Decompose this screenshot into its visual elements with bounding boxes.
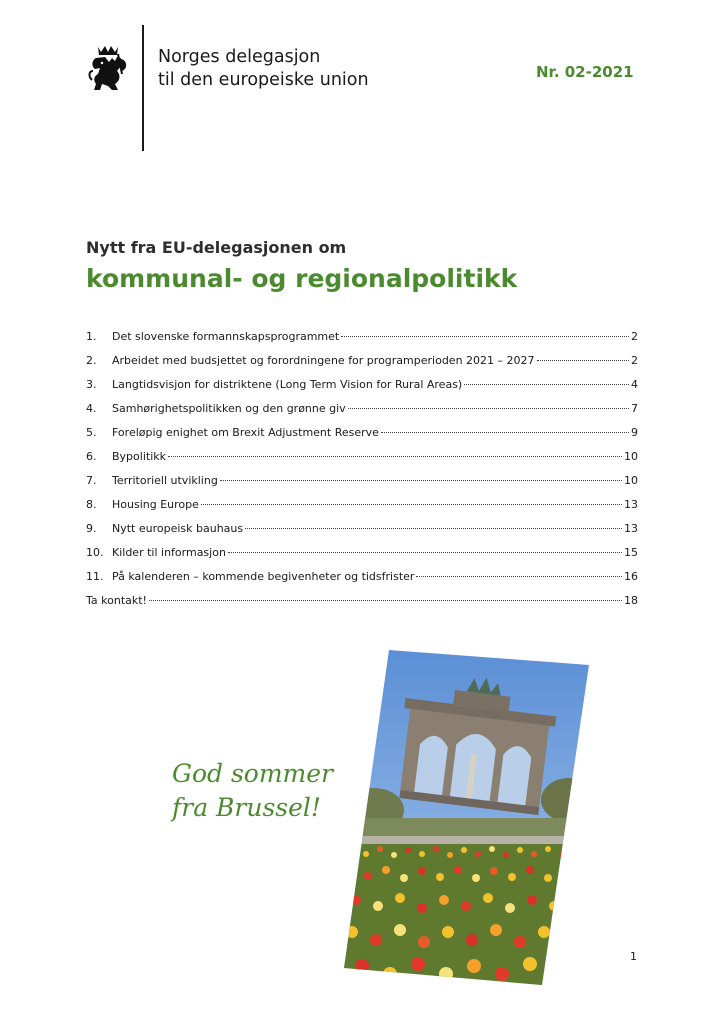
toc-entry[interactable] [86, 354, 638, 378]
toc-entry-number: 6. [86, 450, 97, 463]
header-divider [142, 25, 144, 151]
toc-entry-title: Bypolitikk [112, 450, 166, 463]
org-line-2: til den europeiske union [158, 70, 369, 90]
toc-entry[interactable] [86, 450, 638, 474]
toc-entry-title: Housing Europe [112, 498, 199, 511]
toc-leader-dots [341, 336, 629, 337]
newsletter-subtitle: Nytt fra EU-delegasjonen om [86, 238, 347, 257]
toc-entry-number: 10. [86, 546, 104, 559]
toc-entry-number: 9. [86, 522, 97, 535]
toc-entry-title: På kalenderen – kommende begivenheter og tidsfrister [112, 570, 415, 583]
toc-leader-dots [537, 360, 629, 361]
table-of-contents [86, 330, 638, 618]
toc-entry-page: 9 [631, 426, 638, 439]
toc-entry-page: 2 [631, 330, 638, 343]
toc-entry-page: 18 [624, 594, 638, 607]
toc-entry-page: 2 [631, 354, 638, 367]
toc-entry-title: Nytt europeisk bauhaus [112, 522, 244, 535]
toc-entry-title: Arbeidet med budsjettet og forordningene for programperioden 2021 – 2027 [112, 354, 535, 367]
newsletter-title: kommunal- og regionalpolitikk [86, 264, 518, 293]
greeting-line-2: fra Brussel! [172, 793, 321, 822]
toc-leader-dots [381, 432, 629, 433]
toc-entry-page: 10 [624, 450, 638, 463]
toc-entry[interactable] [86, 522, 638, 546]
toc-entry-title: Ta kontakt! [86, 594, 147, 607]
toc-entry-page: 13 [624, 522, 638, 535]
toc-entry-title: Samhørighetspolitikken og den grønne giv [112, 402, 346, 415]
toc-entry[interactable] [86, 378, 638, 402]
toc-entry-page: 4 [631, 378, 638, 391]
toc-entry-number: 4. [86, 402, 97, 415]
toc-entry-number: 5. [86, 426, 97, 439]
toc-entry-page: 16 [624, 570, 638, 583]
toc-leader-dots [228, 552, 622, 553]
toc-entry-title: Foreløpig enighet om Brexit Adjustment Reserve [112, 426, 379, 439]
toc-entry[interactable] [86, 474, 638, 498]
org-line-1: Norges delegasjon [158, 47, 321, 67]
toc-entry-number: 11. [86, 570, 104, 583]
toc-entry-page: 13 [624, 498, 638, 511]
toc-leader-dots [149, 600, 622, 601]
toc-entry-contact[interactable] [86, 594, 638, 618]
toc-entry-title: Territoriell utvikling [112, 474, 218, 487]
toc-leader-dots [220, 480, 622, 481]
toc-entry-page: 7 [631, 402, 638, 415]
toc-entry-title: Det slovenske formannskapsprogrammet [112, 330, 340, 343]
toc-leader-dots [348, 408, 629, 409]
toc-entry-number: 2. [86, 354, 97, 367]
toc-entry[interactable] [86, 498, 638, 522]
toc-entry-title: Kilder til informasjon [112, 546, 226, 559]
toc-entry-page: 15 [624, 546, 638, 559]
toc-leader-dots [416, 576, 622, 577]
toc-leader-dots [245, 528, 622, 529]
issue-number: Nr. 02-2021 [536, 63, 634, 81]
toc-entry[interactable] [86, 426, 638, 450]
toc-leader-dots [168, 456, 622, 457]
toc-entry[interactable] [86, 402, 638, 426]
summer-greeting [172, 757, 333, 825]
cinquantenaire-arch-tulips-photo [344, 650, 589, 985]
toc-entry[interactable] [86, 570, 638, 594]
toc-entry-number: 3. [86, 378, 97, 391]
toc-leader-dots [201, 504, 622, 505]
page-number: 1 [630, 950, 637, 963]
toc-entry-page: 10 [624, 474, 638, 487]
toc-entry[interactable] [86, 546, 638, 570]
toc-entry-number: 8. [86, 498, 97, 511]
toc-entry[interactable] [86, 330, 638, 354]
toc-entry-number: 7. [86, 474, 97, 487]
toc-entry-number: 1. [86, 330, 97, 343]
toc-entry-title: Langtidsvisjon for distriktene (Long Term Vision for Rural Areas) [112, 378, 463, 391]
norwegian-lion-coat-of-arms-icon [88, 44, 128, 92]
greeting-line-1: God sommer [172, 759, 334, 788]
toc-leader-dots [464, 384, 629, 385]
organization-name [158, 46, 369, 92]
